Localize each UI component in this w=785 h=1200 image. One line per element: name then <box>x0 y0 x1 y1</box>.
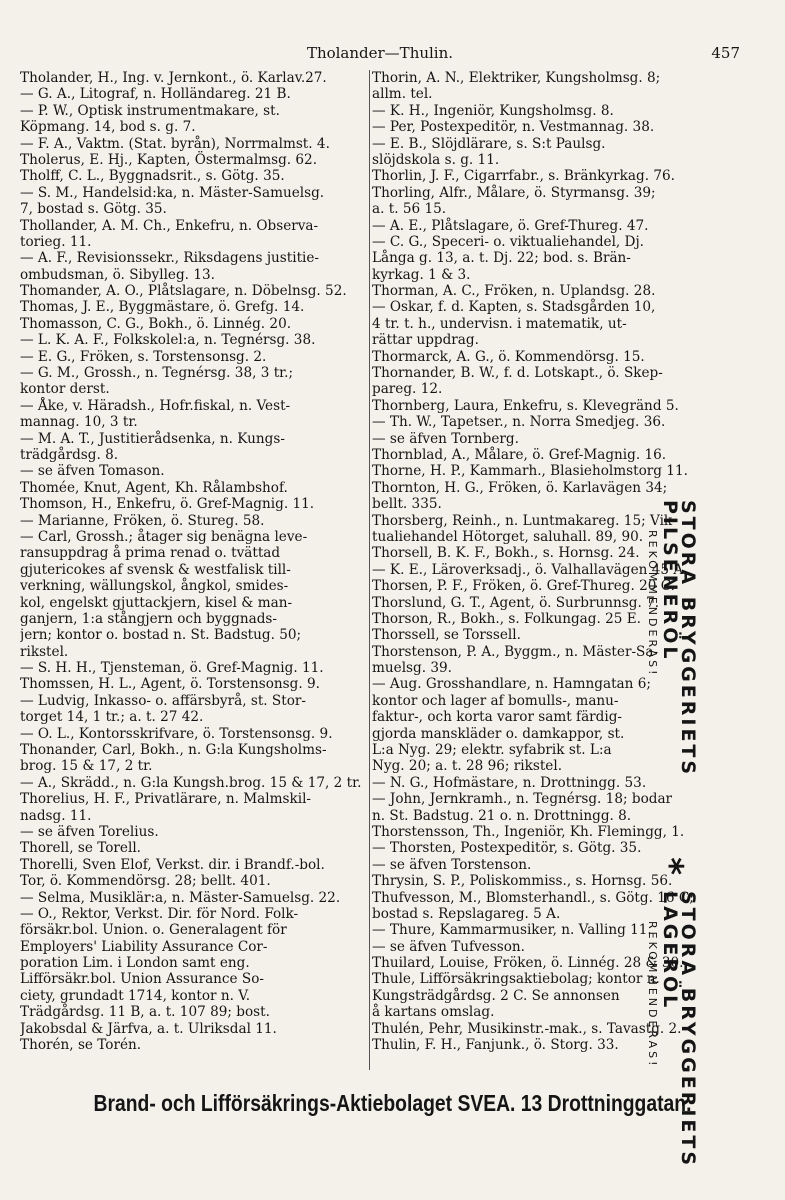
side-ad-brand-2: STORA BRYGGERIETS LAGERÖL <box>659 890 699 1169</box>
directory-entry-line: — Oskar, f. d. Kapten, s. Stadsgården 10, <box>372 299 656 316</box>
directory-entry-line: ganjern, 1:a stångjern och byggnads- <box>20 610 277 627</box>
directory-entry-line: — Thure, Kammarmusiker, n. Valling 11. <box>372 922 652 939</box>
page-header <box>20 44 740 68</box>
directory-entry-line: Tholff, C. L., Byggnadsrit., s. Götg. 35. <box>20 168 285 185</box>
directory-entry-line: brog. 15 & 17, 2 tr. <box>20 758 153 775</box>
directory-entry-line: a. t. 56 15. <box>372 201 447 218</box>
directory-entry-line: slöjdskola s. g. 11. <box>372 151 500 168</box>
directory-entry-line: kontor och lager af bomulls-, manu- <box>372 692 619 709</box>
directory-entry-line: Thorin, A. N., Elektriker, Kungsholmsg. 8; <box>372 70 661 86</box>
directory-entry-line: gjutericokes af svensk & westfalisk till- <box>20 561 291 578</box>
directory-entry-line: Långa g. 13, a. t. Dj. 22; bod. s. Brän- <box>372 250 631 267</box>
directory-entry-line: 7, bostad s. Götg. 35. <box>20 201 167 218</box>
running-title: Tholander—Thulin. <box>306 44 454 62</box>
directory-entry-line: Thorén, se Torén. <box>20 1037 142 1054</box>
directory-entry-line: Kungsträdgårdsg. 2 C. Se annonsen <box>372 987 620 1004</box>
directory-entry-line: Thrysin, S. P., Poliskommiss., s. Hornsg. 56. <box>372 873 673 890</box>
directory-entry-line: Thornander, B. W., f. d. Lotskapt., ö. Skep- <box>372 365 663 382</box>
directory-entry-line: Thomander, A. O., Plåtslagare, n. Döbelnsg. 52. <box>20 283 347 300</box>
directory-entry-line: Thorell, se Torell. <box>20 840 141 857</box>
directory-entry-line: Thulin, F. H., Fanjunk., ö. Storg. 33. <box>372 1037 619 1054</box>
directory-entry-line: Thollander, A. M. Ch., Enkefru, n. Observa- <box>20 217 319 234</box>
directory-entry-line: verkning, wällungskol, ångkol, smides- <box>20 578 289 595</box>
directory-entry-line: Thorelli, Sven Elof, Verkst. dir. i Brandf.-bol. <box>20 856 325 873</box>
directory-entry-line: — Marianne, Fröken, ö. Stureg. 58. <box>20 512 265 529</box>
directory-entry-line: Jakobsdal & Järfva, a. t. Ulriksdal 11. <box>20 1020 277 1037</box>
directory-entry-line: torget 14, 1 tr.; a. t. 27 42. <box>20 709 204 726</box>
directory-entry-line: — C. G., Speceri- o. viktualiehandel, Dj. <box>372 233 644 250</box>
directory-entry-line: — N. G., Hofmästare, n. Drottningg. 53. <box>372 774 647 791</box>
directory-entry-line: Thorstensson, Th., Ingeniör, Kh. Flemingg, 1. <box>372 823 685 840</box>
directory-entry-line: Tor, ö. Kommendörsg. 28; bellt. 401. <box>20 873 271 890</box>
directory-entry-line: Thornberg, Laura, Enkefru, s. Klevegränd 5. <box>372 397 679 414</box>
footer-advertisement: Brand- och Lifförsäkrings-Aktiebolaget SVEA. 13 Drottninggatan. <box>93 1090 692 1116</box>
directory-entry-line: — se äfven Tornberg. <box>372 430 519 447</box>
directory-entry-line: — O. L., Kontorsskrifvare, ö. Torstensonsg. 9. <box>20 725 333 742</box>
directory-entry-line: — Thorsten, Postexpeditör, s. Götg. 35. <box>372 840 642 857</box>
directory-entry-line: — Th. W., Tapetser., n. Norra Smedjeg. 36. <box>372 414 666 431</box>
directory-entry-line: kyrkag. 1 & 3. <box>372 266 471 283</box>
directory-entry-line: — John, Jernkramh., n. Tegnérsg. 18; bodar <box>372 791 673 808</box>
directory-entry-line: Thorling, Alfr., Målare, ö. Styrmansg. 39; <box>372 184 656 201</box>
directory-entry-line: Thorsberg, Reinh., n. Luntmakareg. 15; Vik- <box>372 512 677 529</box>
directory-entry-line: pareg. 12. <box>372 381 443 398</box>
directory-entry-line: Trädgårdsg. 11 B, a. t. 107 89; bost. <box>20 1004 270 1021</box>
directory-entry-line: 4 tr. t. h., undervisn. i matematik, ut- <box>372 315 627 332</box>
directory-entry-line: — se äfven Tufvesson. <box>372 938 525 955</box>
side-ad-block-2 <box>643 891 697 1200</box>
directory-entry-line: Lifförsäkr.bol. Union Assurance So- <box>20 971 265 988</box>
directory-entry-line: — Ludvig, Inkasso- o. affärsbyrå, st. Stor- <box>20 692 306 709</box>
directory-entry-line: Thufvesson, M., Blomsterhandl., s. Götg. 16 C; <box>372 889 694 906</box>
directory-entry-line: å kartans omslag. <box>372 1004 495 1021</box>
directory-entry-line: Nyg. 20; a. t. 28 96; rikstel. <box>372 758 563 775</box>
directory-entry-line: Thonander, Carl, Bokh., n. G:la Kungsholms- <box>20 742 327 759</box>
directory-entry-line: nadsg. 11. <box>20 807 92 824</box>
directory-entry-line: poration Lim. i London samt eng. <box>20 955 250 972</box>
directory-entry-line: Thorsen, P. F., Fröken, ö. Gref-Thureg. 20 C. <box>372 578 675 595</box>
directory-entry-line: Thorelius, H. F., Privatlärare, n. Malmskil- <box>20 791 312 808</box>
directory-entry-line: ciety, grundadt 1714, kontor n. V. <box>20 987 251 1004</box>
directory-entry-line: Thorman, A. C., Fröken, n. Uplandsg. 28. <box>372 283 656 300</box>
directory-entry-line: Thomas, J. E., Byggmästare, ö. Grefg. 14. <box>20 299 305 316</box>
directory-entry-line: — L. K. A. F., Folkskolel:a, n. Tegnérsg. 38. <box>20 332 316 349</box>
directory-entry-line: — Åke, v. Häradsh., Hofr.fiskal, n. Vest- <box>20 397 291 414</box>
side-ad-block-1 <box>643 500 697 841</box>
directory-entry-line: — G. M., Grossh., n. Tegnérsg. 38, 3 tr.; <box>20 365 294 382</box>
side-ad-sub-1: REKOMMENDERAS! <box>646 530 659 678</box>
directory-entry-line: Thomée, Knut, Agent, Kh. Rålambshof. <box>20 479 288 496</box>
directory-entry-line: Thomasson, C. G., Bokh., ö. Linnég. 20. <box>20 315 292 332</box>
directory-entry-line: bellt. 335. <box>372 496 442 513</box>
directory-entry-line: — P. W., Optisk instrumentmakare, st. <box>20 102 280 119</box>
directory-entry-line: ransuppdrag å prima renad o. tvättad <box>20 545 281 562</box>
directory-entry-line: — E. G., Fröken, s. Torstensonsg. 2. <box>20 348 267 365</box>
directory-entry-line: jern; kontor o. bostad n. St. Badstug. 50; <box>20 627 302 644</box>
directory-entry-line: faktur-, och korta varor samt färdig- <box>372 709 623 726</box>
directory-entry-line: Thorslund, G. T., Agent, ö. Surbrunnsg. 7. <box>372 594 660 611</box>
directory-entry-line: torieg. 11. <box>20 233 92 250</box>
directory-entry-line: — se äfven Torelius. <box>20 823 159 840</box>
directory-entry-line: L:a Nyg. 29; elektr. syfabrik st. L:a <box>372 742 612 759</box>
directory-entry-line: Thuilard, Louise, Fröken, ö. Linnég. 28 & 30. <box>372 955 684 972</box>
directory-entry-line: mannag. 10, 3 tr. <box>20 414 138 431</box>
directory-entry-line: ombudsman, ö. Sibylleg. 13. <box>20 266 215 283</box>
directory-entry-line: Thorne, H. P., Kammarh., Blasieholmstorg 11. <box>372 463 688 480</box>
directory-entry-line: Employers' Liability Assurance Cor- <box>20 938 268 955</box>
directory-entry-line: Thulén, Pehr, Musikinstr.-mak., s. Tavastg. 2. <box>372 1020 682 1037</box>
side-ad-brand-1: STORA BRYGGERIETS PILSENERÖL <box>659 500 699 778</box>
directory-entry-line: trädgårdsg. 8. <box>20 446 119 463</box>
directory-entry-line: — Aug. Grosshandlare, n. Hamngatan 6; <box>372 676 651 693</box>
left-column <box>20 70 375 1053</box>
directory-entry-line: — G. A., Litograf, n. Holländareg. 21 B. <box>20 86 291 103</box>
side-ad-separator: * <box>650 857 690 875</box>
directory-entry-line: Thorsell, B. K. F., Bokh., s. Hornsg. 24. <box>372 545 640 562</box>
directory-entry-line: — F. A., Vaktm. (Stat. byrån), Norrmalmst. 4. <box>20 135 330 152</box>
directory-entry-line: — Per, Postexpeditör, n. Vestmannag. 38. <box>372 119 655 136</box>
directory-entry-line: — K. H., Ingeniör, Kungsholmsg. 8. <box>372 102 614 119</box>
directory-entry-line: Thorson, R., Bokh., s. Folkungag. 25 E. <box>372 610 641 627</box>
directory-entry-line: — E. B., Slöjdlärare, s. S:t Paulsg. <box>372 135 606 152</box>
directory-entry-line: — S. H. H., Tjensteman, ö. Gref-Magnig. 11. <box>20 660 324 677</box>
directory-entry-line: Thorlin, J. F., Cigarrfabr., s. Bränkyrkag. 76. <box>372 168 675 185</box>
directory-entry-line: — M. A. T., Justitierådsenka, n. Kungs- <box>20 430 285 447</box>
directory-entry-line: Thomssen, H. L., Agent, ö. Torstensonsg. 9. <box>20 676 320 693</box>
directory-entry-line: bostad s. Repslagareg. 5 A. <box>372 905 561 922</box>
directory-entry-line: — A. F., Revisionssekr., Riksdagens justitie- <box>20 250 320 267</box>
directory-entry-line: — K. E., Läroverksadj., ö. Valhallavägen 45 A. <box>372 561 688 578</box>
directory-entry-line: kol, engelskt gjuttackjern, kisel & man- <box>20 594 293 611</box>
directory-entry-line: Tholerus, E. Hj., Kapten, Östermalmsg. 62. <box>20 151 318 168</box>
directory-entry-line: Thule, Lifförsäkringsaktiebolag; kontor n. <box>372 971 660 988</box>
directory-entry-line: — Selma, Musiklär:a, n. Mäster-Samuelsg. 22. <box>20 889 341 906</box>
directory-entry-line: — O., Rektor, Verkst. Dir. för Nord. Folk- <box>20 905 299 922</box>
side-ad-sub-2: REKOMMENDERAS! <box>646 920 659 1069</box>
directory-entry-line: — A., Skrädd., n. G:la Kungsh.brog. 15 & 17, 2 tr. <box>20 774 362 791</box>
directory-entry-line: rättar uppdrag. <box>372 332 479 349</box>
directory-entry-line: Thormarck, A. G., ö. Kommendörsg. 15. <box>372 348 645 365</box>
directory-entry-line: Tholander, H., Ing. v. Jernkont., ö. Karlav.27. <box>20 70 327 86</box>
directory-entry-line: Thornton, H. G., Fröken, ö. Karlavägen 34; <box>372 479 668 496</box>
directory-entry-line: Thorssell, se Torssell. <box>372 627 521 644</box>
directory-entry-line: — se äfven Tomason. <box>20 463 165 480</box>
directory-entry-line: allm. tel. <box>372 86 433 103</box>
directory-entry-line: — Carl, Grossh.; åtager sig benägna leve- <box>20 528 308 545</box>
directory-entry-line: — S. M., Handelsid:ka, n. Mäster-Samuelsg. <box>20 184 325 201</box>
directory-entry-line: Thorstenson, P. A., Byggm., n. Mäster-Sa- <box>372 643 659 660</box>
directory-entry-line: Thomson, H., Enkefru, ö. Gref-Magnig. 11. <box>20 496 315 513</box>
directory-entry-line: tualiehandel Hötorget, saluhall. 89, 90. <box>372 528 644 545</box>
directory-entry-line: rikstel. <box>20 643 69 660</box>
directory-entry-line: — se äfven Torstenson. <box>372 856 532 873</box>
directory-entry-line: n. St. Badstug. 21 o. n. Drottningg. 8. <box>372 807 632 824</box>
directory-entry-line: Köpmang. 14, bod s. g. 7. <box>20 119 196 136</box>
directory-entry-line: kontor derst. <box>20 381 110 398</box>
directory-entry-line: muelsg. 39. <box>372 660 452 677</box>
directory-entry-line: gjorda manskläder o. damkappor, st. <box>372 725 625 742</box>
directory-entry-line: — A. E., Plåtslagare, ö. Gref-Thureg. 47. <box>372 217 649 234</box>
directory-entry-line: Thornblad, A., Målare, ö. Gref-Magnig. 16. <box>372 446 667 463</box>
directory-entry-line: försäkr.bol. Union. o. Generalagent för <box>20 922 287 939</box>
page-number: 457 <box>711 44 740 62</box>
